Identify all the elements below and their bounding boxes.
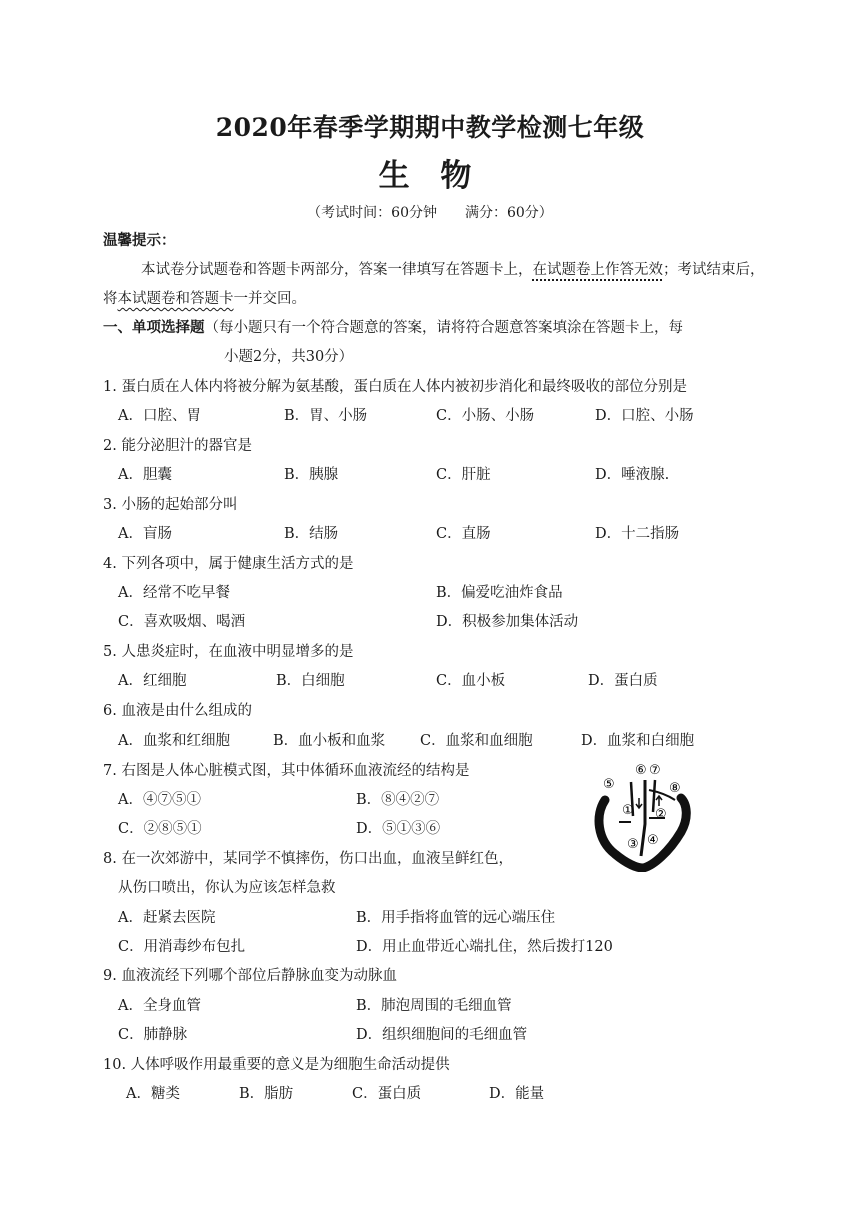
section-heading (103, 316, 683, 337)
section-title: 一、单项选择题 (103, 319, 205, 336)
option: C．小肠、小肠 (436, 408, 535, 424)
heart-label-8: ⑧ (669, 781, 681, 796)
question-stem: 1. 蛋白质在人体内将被分解为氨基酸，蛋白质在人体内被初步消化和最终吸收的部位分别是 (103, 379, 687, 395)
option: B．胃、小肠 (284, 408, 368, 424)
section-desc: （每小题只有一个符合题意的答案，请将符合题意答案填涂在答题卡上，每 (204, 320, 683, 336)
heart-diagram (585, 760, 695, 876)
option: A．胆囊 (118, 467, 172, 483)
option: A．赶紧去医院 (118, 910, 216, 926)
option: B．血小板和血浆 (273, 733, 386, 749)
option: B．⑧④②⑦ (356, 792, 440, 808)
option: D．蛋白质 (588, 673, 658, 689)
heart-label-5: ⑤ (603, 777, 615, 792)
arrow-down-icon (636, 798, 642, 808)
option: C．喜欢吸烟、喝酒 (118, 614, 246, 630)
exam-title: 2020年春季学期期中教学检测七年级 (215, 113, 645, 142)
heart-label-6: ⑥ (635, 763, 647, 778)
option: D．用止血带近心端扎住，然后拨打120 (356, 939, 613, 955)
option: D．积极参加集体活动 (436, 614, 579, 630)
section-desc-2: 小题2分，共30分） (224, 349, 354, 365)
option: A．经常不吃早餐 (118, 585, 230, 601)
option: C．血小板 (436, 673, 506, 689)
notice-text: 一并交回。 (233, 291, 306, 307)
exam-info: （考试时间：60分钟 满分：60分） (307, 205, 553, 221)
question-stem: 3. 小肠的起始部分叫 (103, 497, 238, 513)
option: A．全身血管 (118, 998, 201, 1014)
notice-emphasis: 在试题卷上作答无效 (532, 262, 663, 278)
option: C．肝脏 (436, 467, 491, 483)
heart-label-4: ④ (647, 833, 659, 848)
notice-emphasis: 本试题卷和答题卡 (117, 291, 234, 307)
question-stem-continued: 从伤口喷出，你认为应该怎样急救 (118, 880, 336, 896)
option: D．十二指肠 (595, 526, 680, 542)
option: A．④⑦⑤① (118, 792, 201, 808)
heart-label-2: ② (655, 807, 667, 822)
heart-septum (641, 780, 645, 856)
option: B．白细胞 (276, 673, 345, 689)
option: D．唾液腺. (595, 467, 670, 483)
option: C．直肠 (436, 526, 491, 542)
question-stem: 8. 在一次郊游中，某同学不慎摔伤，伤口出血，血液呈鲜红色， (103, 851, 513, 867)
heart-label-7: ⑦ (649, 763, 661, 778)
heart-diagram-svg (585, 760, 695, 872)
heart-label-1: ① (622, 803, 634, 818)
option: D．能量 (489, 1086, 545, 1102)
option: A．血浆和红细胞 (118, 733, 230, 749)
notice-line-2 (103, 287, 306, 308)
question-stem: 9. 血液流经下列哪个部位后静脉血变为动脉血 (103, 968, 397, 984)
option: D．⑤①③⑥ (356, 821, 441, 837)
option: B．胰腺 (284, 467, 339, 483)
option: C．②⑧⑤① (118, 821, 202, 837)
option: C．血浆和血细胞 (420, 733, 533, 749)
question-stem: 2. 能分泌胆汁的器官是 (103, 438, 252, 454)
question-stem: 6. 血液是由什么组成的 (103, 703, 252, 719)
option: A．口腔、胃 (118, 408, 201, 424)
option: A．红细胞 (118, 673, 187, 689)
notice-heading: 温馨提示： (103, 232, 176, 249)
question-stem: 5. 人患炎症时，在血液中明显增多的是 (103, 644, 354, 660)
question-stem: 4. 下列各项中，属于健康生活方式的是 (103, 556, 354, 572)
heart-label-3: ③ (627, 837, 639, 852)
notice-text: 将 (103, 291, 118, 307)
question-stem: 7. 右图是人体心脏模式图，其中体循环血液流经的结构是 (103, 763, 470, 779)
option: A．盲肠 (118, 526, 172, 542)
option: B．结肠 (284, 526, 339, 542)
subject-title: 生 物 (378, 158, 482, 194)
option: B．用手指将血管的远心端压住 (356, 910, 556, 926)
option: C．蛋白质 (352, 1086, 422, 1102)
option: D．口腔、小肠 (595, 408, 694, 424)
notice-text: 本试卷分试题卷和答题卡两部分，答案一律填写在答题卡上， (141, 262, 533, 278)
option: B．偏爱吃油炸食品 (436, 585, 563, 601)
option: A．糖类 (126, 1086, 180, 1102)
option: B．肺泡周围的毛细血管 (356, 998, 512, 1014)
option: D．组织细胞间的毛细血管 (356, 1027, 528, 1043)
question-stem: 10. 人体呼吸作用最重要的意义是为细胞生命活动提供 (103, 1057, 450, 1073)
notice-text: ；考试结束后， (663, 262, 765, 278)
option: D．血浆和白细胞 (581, 733, 695, 749)
option: C．用消毒纱布包扎 (118, 939, 246, 955)
notice-line-1 (141, 258, 765, 279)
arrow-up-icon (656, 796, 662, 806)
option: B．脂肪 (239, 1086, 294, 1102)
option: C．肺静脉 (118, 1027, 188, 1043)
